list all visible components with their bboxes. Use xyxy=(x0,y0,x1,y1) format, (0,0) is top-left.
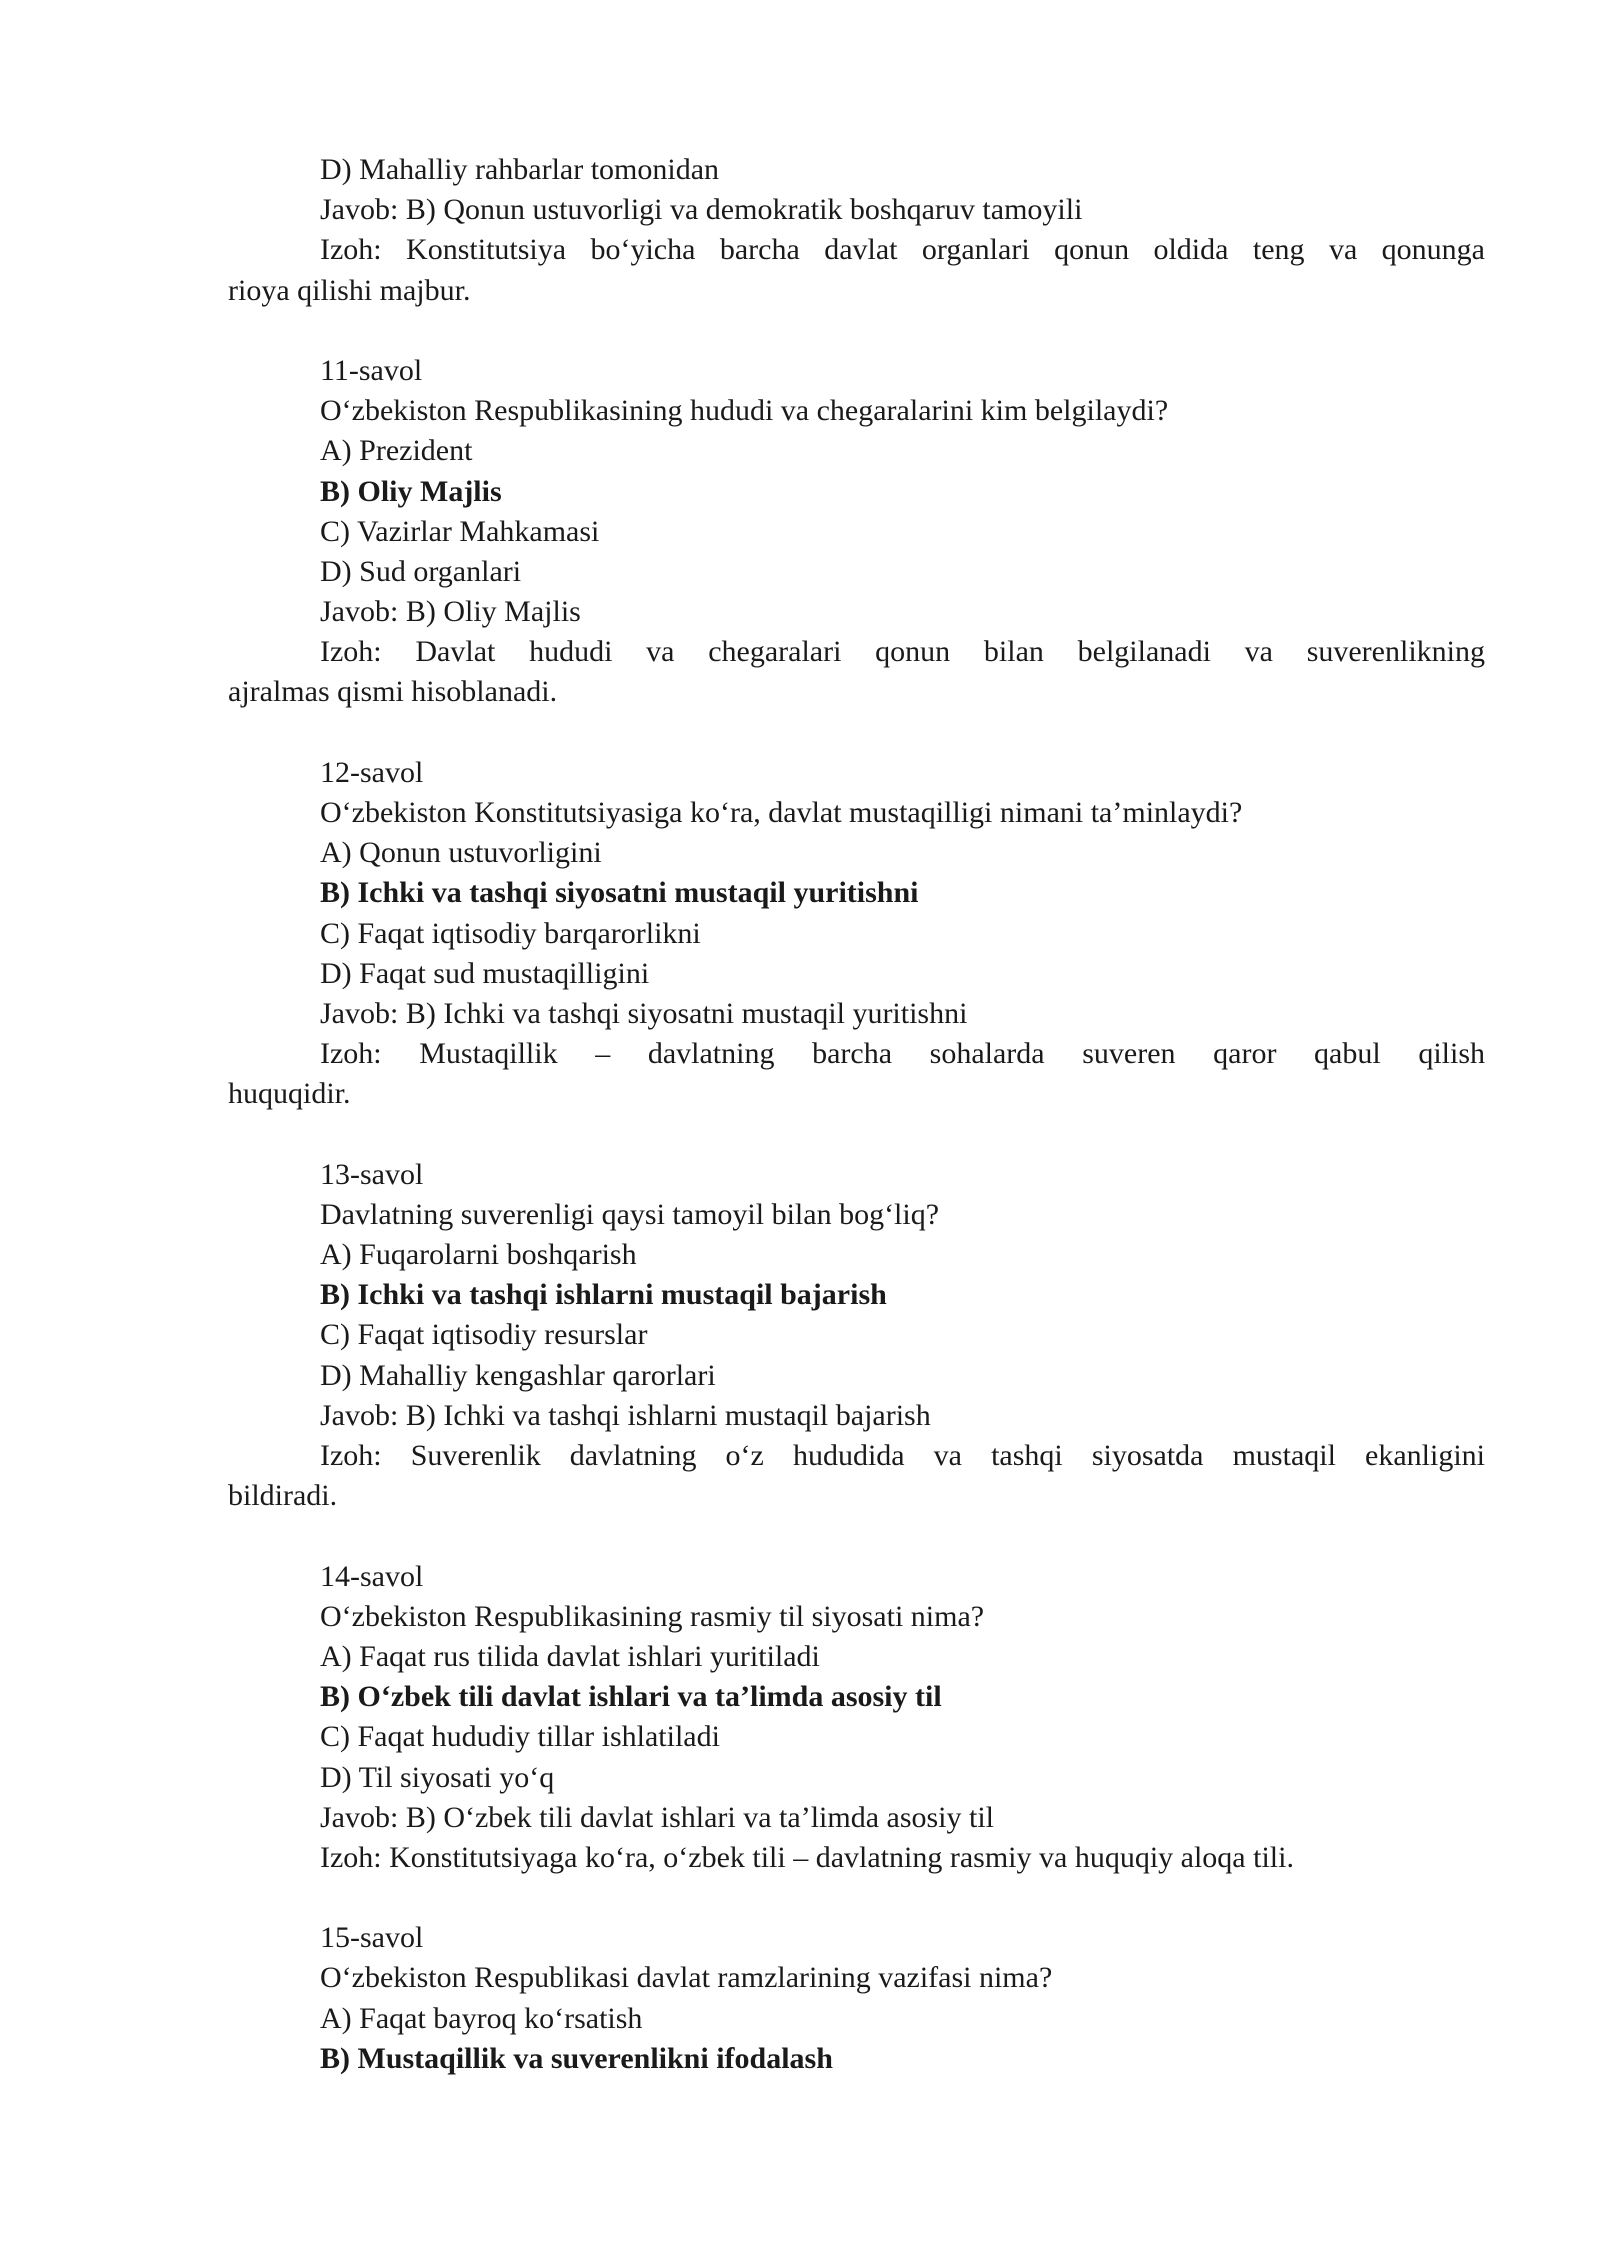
option-a: A) Faqat bayroq ko‘rsatish xyxy=(320,2001,643,2035)
spacer xyxy=(228,713,1485,753)
answer-line: Javob: B) Ichki va tashqi siyosatni mustaqil yuritishni xyxy=(320,996,968,1030)
option-a: A) Qonun ustuvorligini xyxy=(320,836,602,870)
question-text: Davlatning suverenligi qaysi tamoyil bilan bog‘liq? xyxy=(320,1197,940,1231)
question-number: 14-savol xyxy=(320,1559,424,1593)
spacer xyxy=(228,311,1485,351)
answer-line: Javob: B) Qonun ustuvorligi va demokratik boshqaruv tamoyili xyxy=(320,193,1083,227)
option-d: D) Faqat sud mustaqilligini xyxy=(320,956,650,990)
page-content xyxy=(228,150,1485,2079)
option-b-correct: B) Ichki va tashqi siyosatni mustaqil yuritishni xyxy=(320,876,919,910)
option-a: A) Fuqarolarni boshqarish xyxy=(320,1238,637,1272)
question-number: 15-savol xyxy=(320,1921,424,1955)
option-c: C) Faqat hududiy tillar ishlatiladi xyxy=(320,1720,720,1754)
question-text: O‘zbekiston Respublikasining rasmiy til siyosati nima? xyxy=(320,1599,985,1633)
option-a: A) Prezident xyxy=(320,434,473,468)
option-c: C) Faqat iqtisodiy barqarorlikni xyxy=(320,916,701,950)
option-b-correct: B) Mustaqillik va suverenlikni ifodalash xyxy=(320,2041,833,2075)
question-number: 11-savol xyxy=(320,353,423,387)
explanation-line: Izoh: Konstitutsiya bo‘yicha barcha davlat organlari qonun oldida teng va qonunga xyxy=(320,233,1485,267)
question-number: 12-savol xyxy=(320,755,424,789)
option-a: A) Faqat rus tilida davlat ishlari yuritiladi xyxy=(320,1639,820,1673)
spacer xyxy=(228,1115,1485,1155)
explanation-continuation: bildiradi. xyxy=(228,1479,338,1513)
question-number: 13-savol xyxy=(320,1157,424,1191)
option-c: C) Faqat iqtisodiy resurslar xyxy=(320,1318,648,1352)
question-text: O‘zbekiston Respublikasi davlat ramzlarining vazifasi nima? xyxy=(320,1961,1053,1995)
explanation-line: Izoh: Konstitutsiyaga ko‘ra, o‘zbek tili – davlatning rasmiy va huquqiy aloqa tili. xyxy=(320,1840,1294,1874)
answer-line: Javob: B) Oliy Majlis xyxy=(320,595,581,629)
explanation-line: Izoh: Suverenlik davlatning o‘z hududida va tashqi siyosatda mustaqil ekanligini xyxy=(320,1439,1485,1472)
option-d: D) Til siyosati yo‘q xyxy=(320,1760,555,1794)
option-d: D) Mahalliy rahbarlar tomonidan xyxy=(320,153,720,186)
option-c: C) Vazirlar Mahkamasi xyxy=(320,514,600,548)
spacer xyxy=(228,1516,1485,1556)
option-b-correct: B) O‘zbek tili davlat ishlari va ta’limda asosiy til xyxy=(320,1680,942,1714)
option-d: D) Sud organlari xyxy=(320,554,522,588)
explanation-continuation: huquqidir. xyxy=(228,1077,351,1111)
answer-line: Javob: B) Ichki va tashqi ishlarni mustaqil bajarish xyxy=(320,1398,931,1432)
option-b-correct: B) Ichki va tashqi ishlarni mustaqil bajarish xyxy=(320,1278,887,1312)
explanation-continuation: rioya qilishi majbur. xyxy=(228,273,471,307)
option-d: D) Mahalliy kengashlar qarorlari xyxy=(320,1358,716,1392)
option-b-correct: B) Oliy Majlis xyxy=(320,474,502,508)
explanation-line: Izoh: Mustaqillik – davlatning barcha sohalarda suveren qaror qabul qilish xyxy=(320,1037,1485,1071)
answer-line: Javob: B) O‘zbek tili davlat ishlari va ta’limda asosiy til xyxy=(320,1800,995,1834)
question-text: O‘zbekiston Respublikasining hududi va chegaralarini kim belgilaydi? xyxy=(320,394,1169,428)
spacer xyxy=(228,1878,1485,1918)
question-text: O‘zbekiston Konstitutsiyasiga ko‘ra, davlat mustaqilligi nimani ta’minlaydi? xyxy=(320,796,1243,829)
explanation-continuation: ajralmas qismi hisoblanadi. xyxy=(228,675,558,709)
explanation-line: Izoh: Davlat hududi va chegaralari qonun bilan belgilanadi va suverenlikning xyxy=(320,635,1485,669)
